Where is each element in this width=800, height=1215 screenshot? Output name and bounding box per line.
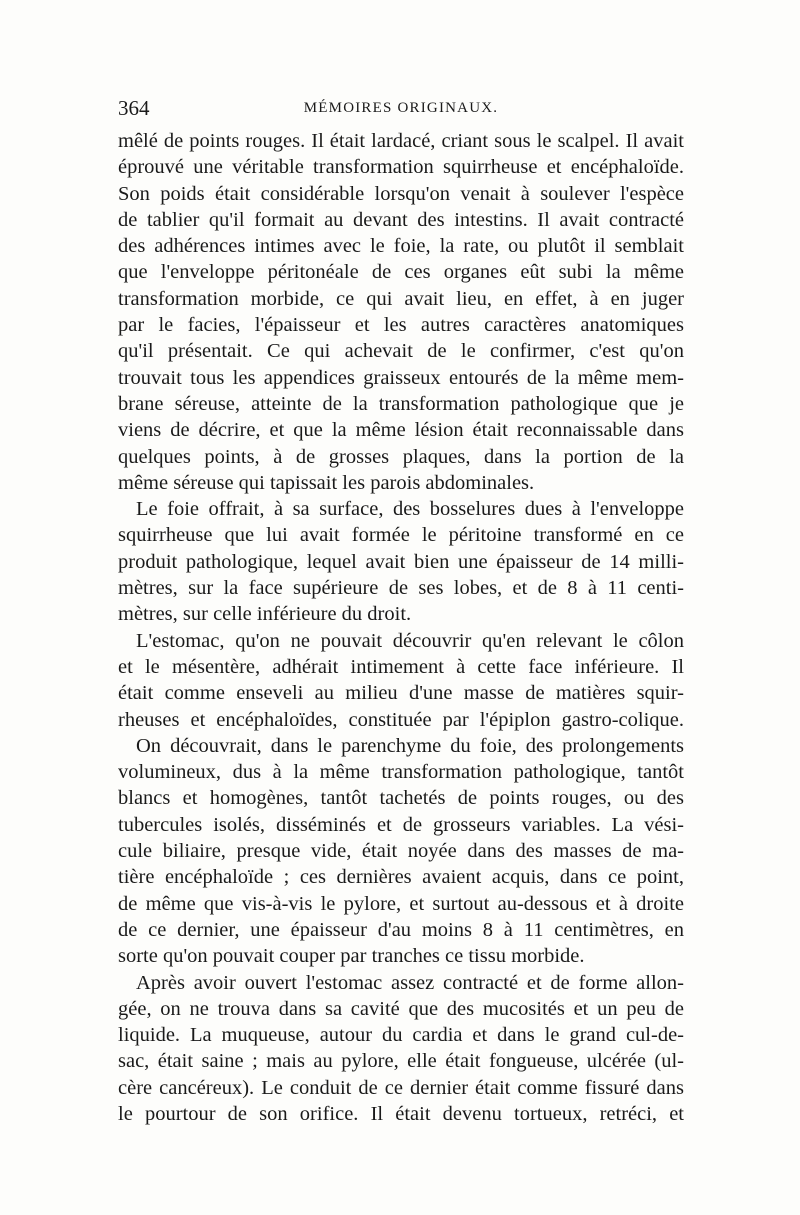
text-line: brane séreuse, atteinte de la transformation pathologique que je xyxy=(118,392,684,415)
text-line: produit pathologique, lequel avait bien une épaisseur de 14 milli- xyxy=(118,550,684,573)
text-line: de même que vis-à-vis le pylore, et surtout au-dessous et à droite xyxy=(118,892,684,915)
text-line: tubercules isolés, disséminés et de grosseurs variables. La vési- xyxy=(118,813,684,836)
page-number: 364 xyxy=(118,96,150,120)
text-line: des adhérences intimes avec le foie, la rate, ou plutôt il semblait xyxy=(118,235,684,258)
text-line: Son poids était considérable lorsqu'on venait à soulever l'espèce xyxy=(118,182,684,205)
text-line: tière encéphaloïde ; ces dernières avaient acquis, dans ce point, xyxy=(118,866,684,889)
body-text xyxy=(118,128,684,1127)
text-line: et le mésentère, adhérait intimement à cette face inférieure. Il xyxy=(118,655,684,678)
text-line: viens de décrire, et que la même lésion était reconnaissable dans xyxy=(118,419,684,442)
text-line: de tablier qu'il formait au devant des intestins. Il avait contracté xyxy=(118,208,684,231)
text-line: était comme enseveli au milieu d'une masse de matières squir- xyxy=(118,682,684,705)
text-line: éprouvé une véritable transformation squirrheuse et encéphaloïde. xyxy=(118,156,684,179)
text-line: blancs et homogènes, tantôt tachetés de points rouges, ou des xyxy=(118,787,684,810)
text-line: même séreuse qui tapissait les parois abdominales. xyxy=(118,471,535,494)
paragraph-start-line: Après avoir ouvert l'estomac assez contracté et de forme allon- xyxy=(136,971,684,994)
text-line: cère cancéreux). Le conduit de ce dernier était comme fissuré dans xyxy=(118,1076,684,1099)
text-line: mètres, sur celle inférieure du droit. xyxy=(118,603,412,626)
text-line: sac, était saine ; mais au pylore, elle était fongueuse, ulcérée (ul- xyxy=(118,1050,684,1073)
text-line: quelques points, à de grosses plaques, dans la portion de la xyxy=(118,445,684,468)
text-line: cule biliaire, presque vide, était noyée dans des masses de ma- xyxy=(118,840,684,863)
text-line: qu'il présentait. Ce qui achevait de le confirmer, c'est qu'on xyxy=(118,340,684,363)
running-title: MÉMOIRES ORIGINAUX. xyxy=(303,100,499,116)
paragraph-start-line: On découvrait, dans le parenchyme du foie, des prolongements xyxy=(136,734,684,757)
paragraph-start-line: L'estomac, qu'on ne pouvait découvrir qu'en relevant le côlon xyxy=(136,629,684,652)
text-line: par le facies, l'épaisseur et les autres caractères anatomiques xyxy=(118,314,684,337)
text-line: volumineux, dus à la même transformation pathologique, tantôt xyxy=(118,761,684,784)
text-line: que l'enveloppe péritonéale de ces organes eût subi la même xyxy=(118,261,684,284)
text-line: le pourtour de son orifice. Il était devenu tortueux, retréci, et xyxy=(118,1102,684,1125)
text-line: mêlé de points rouges. Il était lardacé, criant sous le scalpel. Il avait xyxy=(118,130,684,152)
text-line: gée, on ne trouva dans sa cavité que des mucosités et un peu de xyxy=(118,997,684,1020)
text-line: transformation morbide, ce qui avait lieu, en effet, à en juger xyxy=(118,287,684,310)
running-head xyxy=(118,96,684,122)
paragraph-start-line: Le foie offrait, à sa surface, des bosselures dues à l'enveloppe xyxy=(136,498,684,521)
text-line: rheuses et encéphaloïdes, constituée par l'épiplon gastro-colique. xyxy=(118,708,684,731)
text-line: trouvait tous les appendices graisseux entourés de la même mem- xyxy=(118,366,684,389)
text-line: liquide. La muqueuse, autour du cardia et dans le grand cul-de- xyxy=(118,1024,684,1047)
text-line: de ce dernier, une épaisseur d'au moins 8 à 11 centimètres, en xyxy=(118,918,684,941)
text-line: squirrheuse que lui avait formée le péritoine transformé en ce xyxy=(118,524,684,547)
text-line: sorte qu'on pouvait couper par tranches ce tissu morbide. xyxy=(118,945,585,968)
text-line: mètres, sur la face supérieure de ses lobes, et de 8 à 11 centi- xyxy=(118,577,684,600)
